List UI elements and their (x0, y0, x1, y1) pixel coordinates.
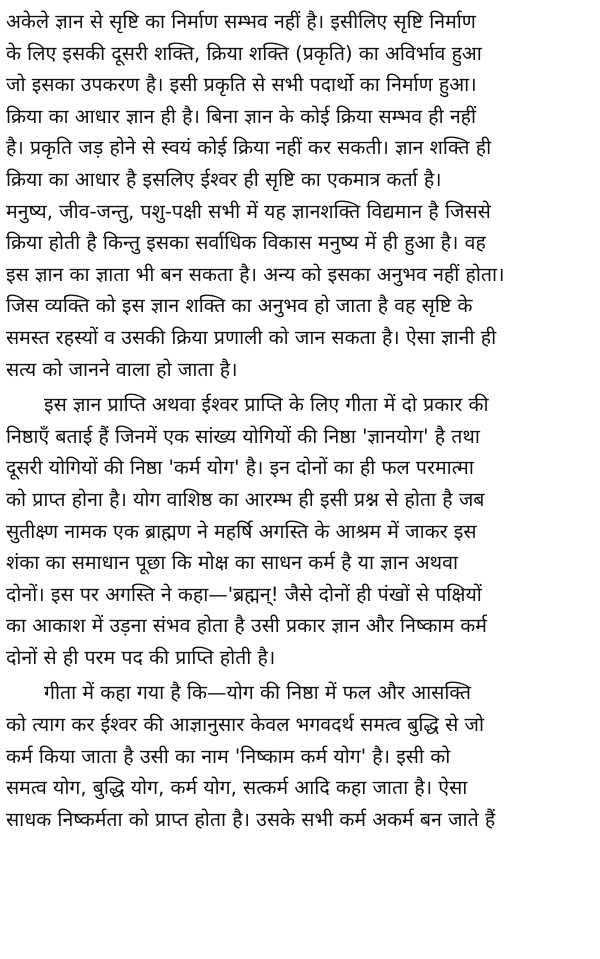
paragraph-3 (6, 677, 596, 835)
text-line: दोनों। इस पर अगस्ति ने कहा—'ब्रह्मन्! जैसे दोनों ही पंखों से पक्षियों (6, 582, 482, 606)
text-line: शंका का समाधान पूछा कि मोक्ष का साधन कर्म है या ज्ञान अथवा (6, 551, 459, 575)
text-line: सुतीक्ष्ण नामक एक ब्राह्मण ने महर्षि अगस्ति के आश्रम में जाकर इस (6, 519, 477, 543)
text-line: समत्व योग, बुद्धि योग, कर्म योग, सत्कर्म आदि कहा जाता है। ऐसा (6, 776, 468, 800)
paragraph-1 (6, 6, 596, 385)
text-line: को प्राप्त होना है। योग वाशिष्ठ का आरम्भ ही इसी प्रश्न से होता है जब (6, 487, 485, 511)
text-line: दूसरी योगियों की निष्ठा 'कर्म योग' है। इन दोनों का ही फल परमात्मा (6, 456, 474, 480)
text-line: अकेले ज्ञान से सृष्टि का निर्माण सम्भव नहीं है। इसीलिए सृष्टि निर्माण (6, 10, 476, 33)
text-line: इस ज्ञान का ज्ञाता भी बन सकता है। अन्य को इसका अनुभव नहीं होता। (6, 262, 505, 286)
text-line: साधक निष्कर्मता को प्राप्त होता है। उसके सभी कर्म अकर्म बन जाते हैं (6, 807, 496, 831)
text-line: का आकाश में उड़ना संभव होता है उसी प्रकार ज्ञान और निष्काम कर्म (6, 614, 487, 638)
text-line: जिस व्यक्ति को इस ज्ञान शक्ति का अनुभव हो जाता है वह सृष्टि के (6, 294, 473, 318)
text-line-first: इस ज्ञान प्राप्ति अथवा ईश्वर प्राप्ति के लिए गीता में दो प्रकार की (44, 393, 489, 417)
text-line: क्रिया का आधार है इसलिए ईश्वर ही सृष्टि का एकमात्र कर्ता है। (6, 167, 442, 191)
text-line: निष्ठाएँ बताई हैं जिनमें एक सांख्य योगियों की निष्ठा 'ज्ञानयोग' है तथा (6, 424, 480, 448)
text-line: क्रिया होती है किन्तु इसका सर्वाधिक विकास मनुष्य में ही हुआ है। वह (6, 231, 486, 255)
text-line: दोनों से ही परम पद की प्राप्ति होती है। (6, 645, 276, 669)
text-line: है। प्रकृति जड़ होने से स्वयं कोई क्रिया नहीं कर सकती। ज्ञान शक्ति ही (6, 136, 492, 160)
text-line: को त्याग कर ईश्वर की आज्ञानुसार केवल भगवदर्थ समत्व बुद्धि से जो (6, 713, 485, 737)
text-line: के लिए इसकी दूसरी शक्ति, क्रिया शक्ति (प्रकृति) का अविर्भाव हुआ (6, 41, 482, 65)
text-line-first: गीता में कहा गया है कि—योग की निष्ठा में फल और आसक्ति (44, 681, 471, 705)
paragraph-2 (6, 389, 596, 673)
text-line: क्रिया का आधार ज्ञान ही है। बिना ज्ञान के कोई क्रिया सम्भव ही नहीं (6, 104, 477, 128)
text-line: सत्य को जानने वाला हो जाता है। (6, 357, 238, 381)
text-line: मनुष्य, जीव-जन्तु, पशु-पक्षी सभी में यह ज्ञानशक्ति विद्यमान है जिससे (6, 199, 491, 223)
text-line: जो इसका उपकरण है। इसी प्रकृति से सभी पदार्थो का निर्माण हुआ। (6, 73, 477, 97)
text-line: कर्म किया जाता है उसी का नाम 'निष्काम कर्म योग' है। इसी को (6, 744, 451, 768)
text-line: समस्त रहस्यों व उसकी क्रिया प्रणाली को जान सकता है। ऐसा ज्ञानी ही (6, 325, 497, 349)
